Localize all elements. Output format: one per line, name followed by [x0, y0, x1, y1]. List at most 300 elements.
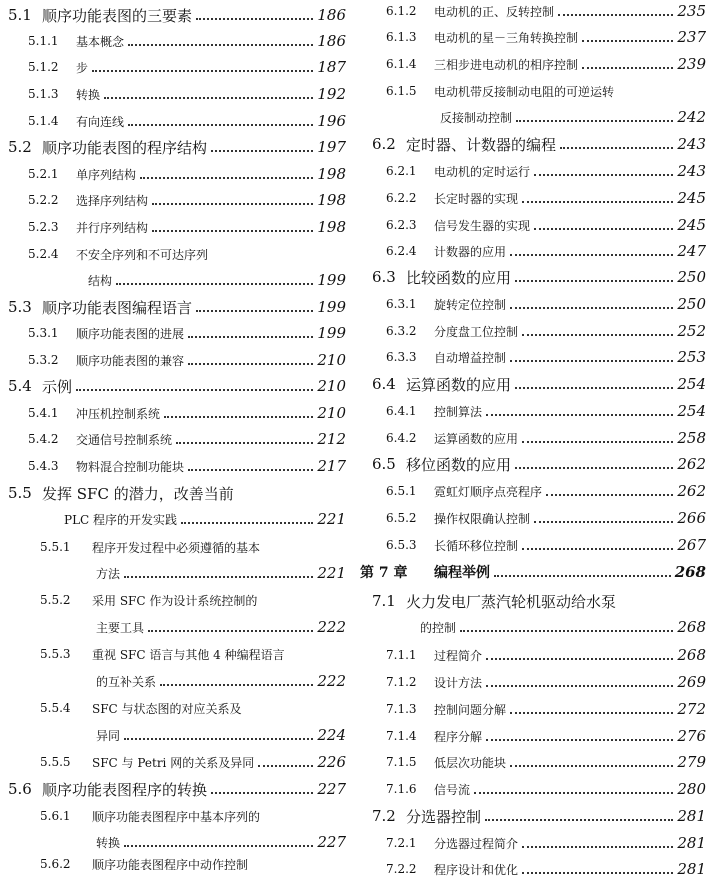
- toc-entry: [372, 590, 706, 612]
- toc-entry: [386, 507, 706, 529]
- toc-entry-page: 221: [317, 564, 346, 582]
- toc-entry: [372, 805, 706, 827]
- toc-entry-number: 5.2: [8, 138, 32, 156]
- toc-entry-title: 程序分解: [434, 729, 483, 744]
- toc-entry-title: 低层次功能块: [434, 755, 507, 770]
- toc-entry: [8, 296, 346, 318]
- toc-entry-number: 6.4: [372, 375, 396, 393]
- dot-leader: [510, 765, 673, 767]
- toc-entry-page: 227: [317, 833, 346, 851]
- toc-entry-number: 5.5: [8, 484, 32, 502]
- toc-entry: [386, 80, 706, 102]
- toc-entry-title: 定时器、计数器的编程: [406, 135, 557, 154]
- toc-entry-title: 信号流: [434, 782, 471, 797]
- toc-entry-title: 顺序功能表图程序中基本序列的: [92, 809, 261, 824]
- dot-leader: [510, 254, 673, 256]
- toc-entry: [386, 832, 706, 854]
- toc-entry-number: 5.5.3: [40, 647, 71, 661]
- toc-entry-number: 6.2.4: [386, 244, 417, 258]
- toc-entry: [8, 375, 346, 397]
- dot-leader: [152, 203, 313, 205]
- dot-leader: [128, 124, 313, 126]
- toc-entry-title: 重视 SFC 语言与其他 4 种编程语言: [92, 647, 285, 662]
- toc-entry-title: 不安全序列和不可达序列: [76, 247, 209, 262]
- dot-leader: [522, 201, 673, 203]
- toc-entry-number: 6.2.3: [386, 218, 417, 232]
- toc-entry-number: 6.1.5: [386, 84, 417, 98]
- dot-leader: [211, 792, 313, 794]
- dot-leader: [558, 14, 673, 16]
- toc-entry-number: 5.1.1: [28, 34, 59, 48]
- toc-entry: [386, 725, 706, 747]
- toc-entry: [96, 562, 346, 584]
- dot-leader: [510, 307, 673, 309]
- toc-entry: [372, 266, 706, 288]
- dot-leader: [534, 228, 673, 230]
- dot-leader: [124, 845, 313, 847]
- toc-entry-page: 224: [317, 726, 346, 744]
- dot-leader: [486, 658, 673, 660]
- toc-entry-title: 程序设计和优化: [434, 862, 519, 877]
- dot-leader: [582, 67, 673, 69]
- toc-entry-page: 210: [317, 351, 346, 369]
- toc-entry-page: 210: [317, 404, 346, 422]
- toc-entry: [88, 269, 346, 291]
- toc-entry: [40, 589, 346, 611]
- toc-entry: [28, 189, 346, 211]
- toc-entry-title: 分选器控制: [406, 807, 482, 826]
- dot-leader: [474, 792, 673, 794]
- toc-entry-page: 242: [677, 108, 706, 126]
- dot-leader: [522, 548, 673, 550]
- toc-entry-page: 199: [317, 271, 346, 289]
- toc-entry-number: 5.2.2: [28, 193, 59, 207]
- dot-leader: [104, 97, 313, 99]
- toc-entry: [386, 644, 706, 666]
- dot-leader: [76, 389, 313, 391]
- toc-entry-number: 6.2: [372, 135, 396, 153]
- dot-leader: [152, 230, 313, 232]
- toc-entry-page: 199: [317, 324, 346, 342]
- toc-entry-number: 6.2.2: [386, 191, 417, 205]
- toc-entry-title: 设计方法: [434, 675, 483, 690]
- toc-entry-page: 272: [677, 700, 706, 718]
- toc-entry: [28, 322, 346, 344]
- toc-entry-title: 程序开发过程中必须遵循的基本: [92, 540, 261, 555]
- toc-entry-number: 5.4.2: [28, 432, 59, 446]
- toc-entry-title: 电动机的正、反转控制: [434, 4, 555, 19]
- dot-leader: [515, 280, 673, 282]
- toc-entry-number: 6.3.2: [386, 324, 417, 338]
- toc-entry-page: 253: [677, 348, 706, 366]
- toc-entry: [40, 751, 346, 773]
- toc-entry: [8, 136, 346, 158]
- toc-entry-page: 222: [317, 618, 346, 636]
- toc-entry-title: 冲压机控制系统: [76, 406, 161, 421]
- toc-right-column: [360, 0, 712, 876]
- toc-entry: [386, 698, 706, 720]
- dot-leader: [160, 684, 313, 686]
- toc-entry: [28, 56, 346, 78]
- toc-entry-page: 267: [677, 536, 706, 554]
- toc-entry-number: 5.2.3: [28, 220, 59, 234]
- toc-entry: [386, 400, 706, 422]
- dot-leader: [116, 283, 313, 285]
- toc-entry-number: 5.6.2: [40, 858, 71, 870]
- dot-leader: [196, 310, 313, 312]
- toc-entry-page: 280: [677, 780, 706, 798]
- toc-entry-page: 247: [677, 242, 706, 260]
- toc-entry-number: 7.1: [372, 592, 396, 610]
- toc-entry: [372, 373, 706, 395]
- toc-entry-number: 5.1.2: [28, 60, 59, 74]
- toc-entry-page: 254: [677, 375, 706, 393]
- toc-entry-title: 示例: [42, 377, 73, 396]
- toc-entry-page: 217: [317, 457, 346, 475]
- toc-entry-title: 信号发生器的实现: [434, 218, 531, 233]
- toc-entry-title: 运算函数的应用: [434, 431, 519, 446]
- toc-entry-number: 5.2.4: [28, 247, 59, 261]
- toc-entry-page: 196: [317, 112, 346, 130]
- toc-entry-page: 268: [677, 646, 706, 664]
- toc-entry-number: 7.1.3: [386, 702, 417, 716]
- dot-leader: [522, 872, 673, 874]
- toc-entry: [28, 402, 346, 424]
- toc-entry-page: 237: [677, 28, 706, 46]
- toc-entry-page: 186: [317, 32, 346, 50]
- toc-entry: [386, 293, 706, 315]
- toc-entry-title: 电动机带反接制动电阻的可逆运转: [434, 84, 615, 99]
- toc-entry: [386, 187, 706, 209]
- toc-entry-number: 6.4.2: [386, 431, 417, 445]
- dot-leader: [582, 40, 673, 42]
- toc-entry-number: 5.5.5: [40, 755, 71, 769]
- toc-entry-title: 顺序功能表图程序的转换: [42, 780, 208, 799]
- toc-entry-title: 选择序列结构: [76, 193, 149, 208]
- dot-leader: [486, 685, 673, 687]
- dot-leader: [188, 469, 313, 471]
- toc-left-column: [0, 0, 352, 876]
- toc-entry-title: 主要工具: [96, 620, 145, 635]
- toc-entry-title: 分选器过程简介: [434, 836, 519, 851]
- toc-entry: [28, 455, 346, 477]
- toc-entry-title: 电动机的定时运行: [434, 164, 531, 179]
- toc-entry-page: 245: [677, 216, 706, 234]
- toc-entry-title: 比较函数的应用: [406, 268, 512, 287]
- dot-leader: [534, 521, 673, 523]
- toc-entry-number: 7.1.2: [386, 675, 417, 689]
- toc-entry: [40, 805, 346, 827]
- toc-entry: [40, 536, 346, 558]
- toc-entry-page: 198: [317, 191, 346, 209]
- toc-entry-page: 239: [677, 55, 706, 73]
- toc-entry-page: 192: [317, 85, 346, 103]
- toc-entry-page: 269: [677, 673, 706, 691]
- toc-entry-number: 5.6: [8, 780, 32, 798]
- toc-entry-page: 199: [317, 298, 346, 316]
- toc-entry: [372, 133, 706, 155]
- toc-entry-number: 7.2: [372, 807, 396, 825]
- toc-entry: [386, 534, 706, 556]
- dot-leader: [516, 120, 673, 122]
- toc-entry-page: 243: [677, 162, 706, 180]
- toc-entry-title: 转换: [96, 835, 121, 850]
- toc-entry: [40, 643, 346, 665]
- toc-entry-number: 6.3.3: [386, 350, 417, 364]
- toc-entry-title: 交通信号控制系统: [76, 432, 173, 447]
- toc-entry: [386, 320, 706, 342]
- toc-entry: [96, 616, 346, 638]
- dot-leader: [522, 441, 673, 443]
- toc-entry-number: 5.6.1: [40, 809, 71, 823]
- toc-entry-title: 运算函数的应用: [406, 375, 512, 394]
- toc-entry: [386, 214, 706, 236]
- toc-entry-title: 顺序功能表图的三要素: [42, 6, 193, 25]
- toc-entry-page: 187: [317, 58, 346, 76]
- toc-entry-page: 245: [677, 189, 706, 207]
- toc-entry-number: 6.2.1: [386, 164, 417, 178]
- toc-entry-page: 210: [317, 377, 346, 395]
- toc-entry: [28, 243, 346, 265]
- dot-leader: [486, 739, 673, 741]
- dot-leader: [181, 522, 313, 524]
- toc-entry-title: 基本概念: [76, 34, 125, 49]
- dot-leader: [128, 44, 313, 46]
- toc-entry-title: 火力发电厂蒸汽轮机驱动给水泵: [406, 592, 617, 611]
- toc-entry-number: 5.3.1: [28, 326, 59, 340]
- toc-entry-number: 7.2.1: [386, 836, 417, 850]
- dot-leader: [560, 147, 673, 149]
- toc-entry: [386, 778, 706, 800]
- toc-entry-title: 移位函数的应用: [406, 455, 512, 474]
- toc-entry-number: 5.5.1: [40, 540, 71, 554]
- toc-entry-title: 反接制动控制: [440, 110, 513, 125]
- toc-entry-number: 第 7 章: [360, 565, 408, 581]
- dot-leader: [188, 336, 313, 338]
- toc-entry-number: 5.4: [8, 377, 32, 395]
- toc-entry: [28, 110, 346, 132]
- toc-entry-page: 212: [317, 430, 346, 448]
- toc-entry-title: SFC 与状态图的对应关系及: [92, 701, 242, 716]
- toc-entry-number: 5.5.2: [40, 593, 71, 607]
- toc-entry-page: 235: [677, 2, 706, 20]
- toc-entry: [8, 4, 346, 26]
- toc-entry: [420, 616, 706, 638]
- toc-entry-title: 长循环移位控制: [434, 538, 519, 553]
- toc-entry: [40, 858, 346, 870]
- toc-entry-number: 6.3: [372, 268, 396, 286]
- toc-entry: [386, 480, 706, 502]
- toc-entry-page: 266: [677, 509, 706, 527]
- toc-entry-title: 采用 SFC 作为设计系统控制的: [92, 593, 258, 608]
- toc-entry-title: 并行序列结构: [76, 220, 149, 235]
- dot-leader: [494, 575, 671, 577]
- toc-entry-page: 221: [317, 510, 346, 528]
- dot-leader: [148, 630, 313, 632]
- toc-entry-page: 262: [677, 482, 706, 500]
- toc-entry-title: 方法: [96, 566, 121, 581]
- dot-leader: [124, 576, 313, 578]
- toc-entry-number: 7.1.6: [386, 782, 417, 796]
- toc-entry-title: 霓虹灯顺序点亮程序: [434, 484, 543, 499]
- toc-entry-title: PLC 程序的开发实践: [64, 512, 178, 527]
- toc-entry-number: 6.4.1: [386, 404, 417, 418]
- dot-leader: [546, 494, 673, 496]
- toc-entry: [360, 561, 706, 583]
- toc-entry-title: 异同: [96, 728, 121, 743]
- toc-entry-number: 7.1.4: [386, 729, 417, 743]
- dot-leader: [522, 846, 673, 848]
- dot-leader: [196, 18, 313, 20]
- dot-leader: [92, 70, 313, 72]
- toc-entry-title: 物料混合控制功能块: [76, 459, 185, 474]
- toc-entry-page: 254: [677, 402, 706, 420]
- toc-entry-title: SFC 与 Petri 网的关系及异同: [92, 755, 255, 770]
- toc-entry-page: 281: [677, 807, 706, 825]
- toc-entry-title: 的控制: [420, 620, 457, 635]
- toc-entry: [386, 0, 706, 22]
- toc-entry-title: 操作权限确认控制: [434, 511, 531, 526]
- toc-entry: [372, 453, 706, 475]
- toc-entry: [440, 106, 706, 128]
- toc-entry-title: 单序列结构: [76, 167, 137, 182]
- toc-entry-number: 5.4.1: [28, 406, 59, 420]
- toc-entry-number: 5.1: [8, 6, 32, 24]
- toc-entry: [96, 831, 346, 853]
- toc-entry-number: 6.5.1: [386, 484, 417, 498]
- toc-entry: [28, 30, 346, 52]
- toc-entry: [28, 349, 346, 371]
- toc-entry: [28, 83, 346, 105]
- toc-entry: [40, 697, 346, 719]
- dot-leader: [164, 416, 313, 418]
- toc-entry-page: 197: [317, 138, 346, 156]
- toc-entry-title: 顺序功能表图的进展: [76, 326, 185, 341]
- toc-entry-title: 控制算法: [434, 404, 483, 419]
- toc-entry: [386, 858, 706, 880]
- toc-entry-number: 6.1.4: [386, 57, 417, 71]
- toc-entry: [386, 671, 706, 693]
- toc-entry-page: 268: [677, 618, 706, 636]
- dot-leader: [140, 177, 313, 179]
- dot-leader: [515, 387, 673, 389]
- toc-entry-number: 7.1.5: [386, 755, 417, 769]
- toc-entry: [386, 346, 706, 368]
- toc-entry-number: 5.3: [8, 298, 32, 316]
- toc-entry: [386, 53, 706, 75]
- toc-entry: [386, 240, 706, 262]
- toc-entry-page: 252: [677, 322, 706, 340]
- toc-entry: [8, 482, 346, 504]
- toc-entry-page: 198: [317, 165, 346, 183]
- toc-entry-number: 6.5.3: [386, 538, 417, 552]
- toc-entry-page: 243: [677, 135, 706, 153]
- toc-entry: [386, 160, 706, 182]
- dot-leader: [510, 712, 673, 714]
- toc-entry-title: 的互补关系: [96, 674, 157, 689]
- toc-entry-number: 7.2.2: [386, 862, 417, 876]
- toc-entry-title: 自动增益控制: [434, 350, 507, 365]
- toc-entry-title: 有向连线: [76, 114, 125, 129]
- toc-entry-number: 5.1.4: [28, 114, 59, 128]
- toc-entry-page: 198: [317, 218, 346, 236]
- dot-leader: [211, 150, 313, 152]
- toc-entry-title: 编程举例: [434, 565, 490, 581]
- toc-entry-title: 结构: [88, 273, 113, 288]
- toc-entry-title: 控制问题分解: [434, 702, 507, 717]
- toc-entry-title: 步: [76, 60, 89, 75]
- dot-leader: [124, 738, 313, 740]
- dot-leader: [522, 334, 673, 336]
- toc-entry-number: 6.5: [372, 455, 396, 473]
- toc-entry: [28, 216, 346, 238]
- toc-entry: [96, 670, 346, 692]
- dot-leader: [176, 442, 313, 444]
- toc-entry: [28, 163, 346, 185]
- dot-leader: [515, 467, 673, 469]
- toc-entry-title: 三相步进电动机的相序控制: [434, 57, 579, 72]
- toc-entry-number: 6.1.2: [386, 4, 417, 18]
- toc-entry-number: 5.1.3: [28, 87, 59, 101]
- toc-entry-title: 分度盘工位控制: [434, 324, 519, 339]
- toc-entry-page: 276: [677, 727, 706, 745]
- toc-entry-page: 250: [677, 295, 706, 313]
- toc-entry-page: 281: [677, 834, 706, 852]
- toc-entry: [64, 508, 346, 530]
- dot-leader: [258, 765, 313, 767]
- toc-entry-page: 262: [677, 455, 706, 473]
- toc-entry: [386, 427, 706, 449]
- toc-entry-title: 过程简介: [434, 648, 483, 663]
- toc-entry-page: 226: [317, 753, 346, 771]
- dot-leader: [534, 174, 673, 176]
- toc-entry-title: 顺序功能表图的程序结构: [42, 138, 208, 157]
- toc-entry: [8, 778, 346, 800]
- toc-entry-page: 281: [677, 860, 706, 878]
- toc-entry-number: 6.5.2: [386, 511, 417, 525]
- dot-leader: [188, 363, 313, 365]
- toc-entry-title: 顺序功能表图的兼容: [76, 353, 185, 368]
- toc-entry-number: 5.2.1: [28, 167, 59, 181]
- toc-entry-page: 268: [674, 563, 706, 581]
- toc-entry-title: 转换: [76, 87, 101, 102]
- toc-entry-number: 5.5.4: [40, 701, 71, 715]
- toc-entry-number: 5.4.3: [28, 459, 59, 473]
- toc-entry: [386, 26, 706, 48]
- toc-entry: [386, 751, 706, 773]
- toc-entry-page: 222: [317, 672, 346, 690]
- toc-entry-page: 227: [317, 780, 346, 798]
- toc-entry-title: 发挥 SFC 的潜力，改善当前: [42, 484, 234, 503]
- toc-entry-number: 6.1.3: [386, 30, 417, 44]
- toc-entry-number: 5.3.2: [28, 353, 59, 367]
- toc-entry-page: 258: [677, 429, 706, 447]
- toc-entry: [28, 428, 346, 450]
- toc-entry-title: 旋转定位控制: [434, 297, 507, 312]
- toc-entry: [96, 724, 346, 746]
- toc-entry-number: 7.1.1: [386, 648, 417, 662]
- dot-leader: [510, 360, 673, 362]
- toc-entry-title: 计数器的应用: [434, 244, 507, 259]
- toc-entry-page: 250: [677, 268, 706, 286]
- toc-entry-number: 6.3.1: [386, 297, 417, 311]
- dot-leader: [460, 630, 673, 632]
- toc-entry-title: 顺序功能表图程序中动作控制: [92, 858, 249, 870]
- toc-entry-title: 顺序功能表图编程语言: [42, 298, 193, 317]
- toc-entry-title: 电动机的星－三角转换控制: [434, 30, 579, 45]
- toc-entry-page: 279: [677, 753, 706, 771]
- dot-leader: [485, 819, 673, 821]
